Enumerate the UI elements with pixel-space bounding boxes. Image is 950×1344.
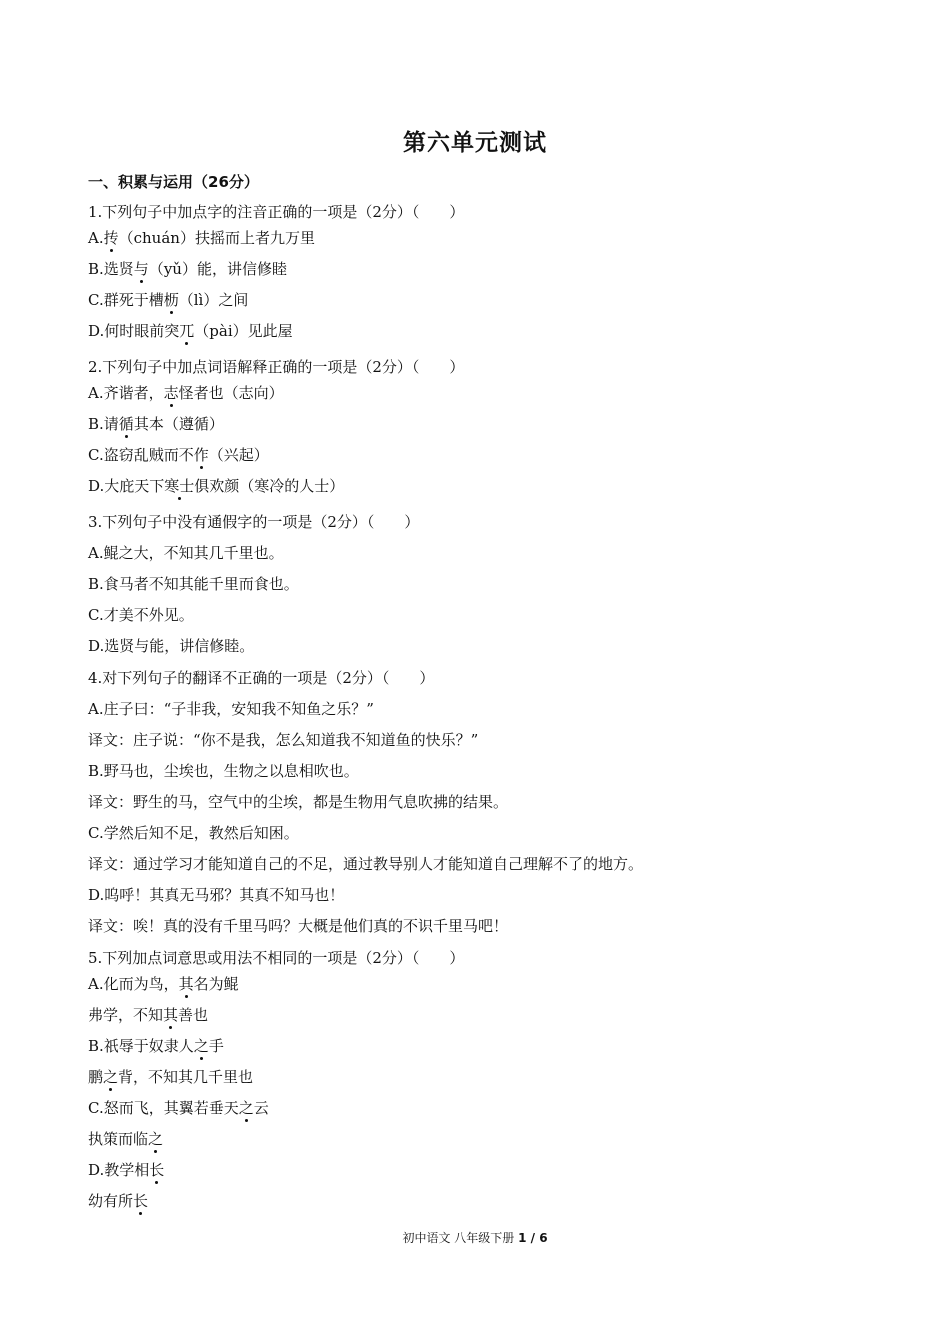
question-3-option-a: A.鲲之大，不知其几千里也。 <box>88 544 284 562</box>
emphasis-dot-char: 枥 <box>163 291 179 309</box>
question-5-option-b-line-1: B.祇辱于奴隶人之手 <box>88 1037 224 1055</box>
question-4-option-c-translation: 译文：通过学习才能知道自己的不足，通过教导别人才能知道自己理解不了的地方。 <box>88 855 644 873</box>
question-5-option-b-line-2: 鹏之背，不知其几千里也 <box>88 1068 254 1086</box>
question-1-option-b: B.选贤与（yǔ）能，讲信修睦 <box>88 260 287 278</box>
question-4-stem: 4.对下列句子的翻译不正确的一项是（2分）（ ） <box>88 669 435 687</box>
emphasis-dot-char: 其 <box>178 975 194 993</box>
question-4-option-b: B.野马也，尘埃也，生物之以息相吹也。 <box>88 762 359 780</box>
question-1-option-c: C.群死于槽枥（lì）之间 <box>88 291 249 309</box>
question-1-option-d: D.何时眼前突兀（pài）见此屋 <box>88 322 293 340</box>
question-3-option-c: C.才美不外见。 <box>88 606 194 624</box>
emphasis-dot-char: 之 <box>238 1099 254 1117</box>
question-5-option-c-line-1: C.怒而飞，其翼若垂天之云 <box>88 1099 269 1117</box>
emphasis-dot-char: 长 <box>133 1192 149 1210</box>
document-title: 第六单元测试 <box>403 130 547 156</box>
question-5-option-a-line-1: A.化而为鸟，其名为鲲 <box>88 975 239 993</box>
question-2-stem: 2.下列句子中加点词语解释正确的一项是（2分）（ ） <box>88 358 465 376</box>
emphasis-dot-char: 长 <box>149 1161 165 1179</box>
question-4-option-d-translation: 译文：唉！真的没有千里马吗？大概是他们真的不识千里马吧！ <box>88 917 509 935</box>
question-5-option-c-line-2: 执策而临之 <box>88 1130 164 1148</box>
question-5-option-d-line-2: 幼有所长 <box>88 1192 149 1210</box>
emphasis-dot-char: 之 <box>103 1068 119 1086</box>
question-1-option-a: A.抟（chuán）扶摇而上者九万里 <box>88 229 315 247</box>
question-1-stem: 1.下列句子中加点字的注音正确的一项是（2分）（ ） <box>88 203 465 221</box>
emphasis-dot-char: 之 <box>148 1130 164 1148</box>
question-4-option-b-translation: 译文：野生的马，空气中的尘埃，都是生物用气息吹拂的结果。 <box>88 793 509 811</box>
section-heading: 一、积累与运用（26分） <box>88 173 259 191</box>
question-4-option-d: D.呜呼！其真无马邪？其真不知马也！ <box>88 886 345 904</box>
question-3-stem: 3.下列句子中没有通假字的一项是（2分）（ ） <box>88 513 420 531</box>
emphasis-dot-char: 循 <box>118 415 134 433</box>
question-5-stem: 5.下列加点词意思或用法不相同的一项是（2分）（ ） <box>88 949 465 967</box>
question-2-option-c: C.盗窃乱贼而不作（兴起） <box>88 446 269 464</box>
emphasis-dot-char: 其 <box>163 1006 179 1024</box>
emphasis-dot-char: 之 <box>193 1037 209 1055</box>
page-number: 1 / 6 <box>518 1231 548 1245</box>
question-4-option-a: A.庄子曰：“子非我，安知我不知鱼之乐？” <box>88 700 374 718</box>
emphasis-dot-char: 兀 <box>179 322 195 340</box>
question-3-option-d: D.选贤与能，讲信修睦。 <box>88 637 255 655</box>
footer-text: 初中语文 八年级下册 <box>402 1231 515 1245</box>
emphasis-dot-char: 作 <box>193 446 209 464</box>
emphasis-dot-char: 寒士 <box>164 477 195 495</box>
question-2-option-b: B.请循其本（遵循） <box>88 415 224 433</box>
emphasis-dot-char: 志 <box>163 384 179 402</box>
question-5-option-a-line-2: 弗学，不知其善也 <box>88 1006 209 1024</box>
emphasis-dot-char: 与 <box>133 260 149 278</box>
question-2-option-a: A.齐谐者，志怪者也（志向） <box>88 384 284 402</box>
emphasis-dot-char: 抟 <box>103 229 119 247</box>
question-5-option-d-line-1: D.教学相长 <box>88 1161 165 1179</box>
question-4-option-a-translation: 译文：庄子说：“你不是我，怎么知道我不知道鱼的快乐？” <box>88 731 479 749</box>
question-4-option-c: C.学然后知不足，教然后知困。 <box>88 824 299 842</box>
question-3-option-b: B.食马者不知其能千里而食也。 <box>88 575 299 593</box>
page-footer <box>0 1229 950 1246</box>
question-2-option-d: D.大庇天下寒士俱欢颜（寒冷的人士） <box>88 477 345 495</box>
